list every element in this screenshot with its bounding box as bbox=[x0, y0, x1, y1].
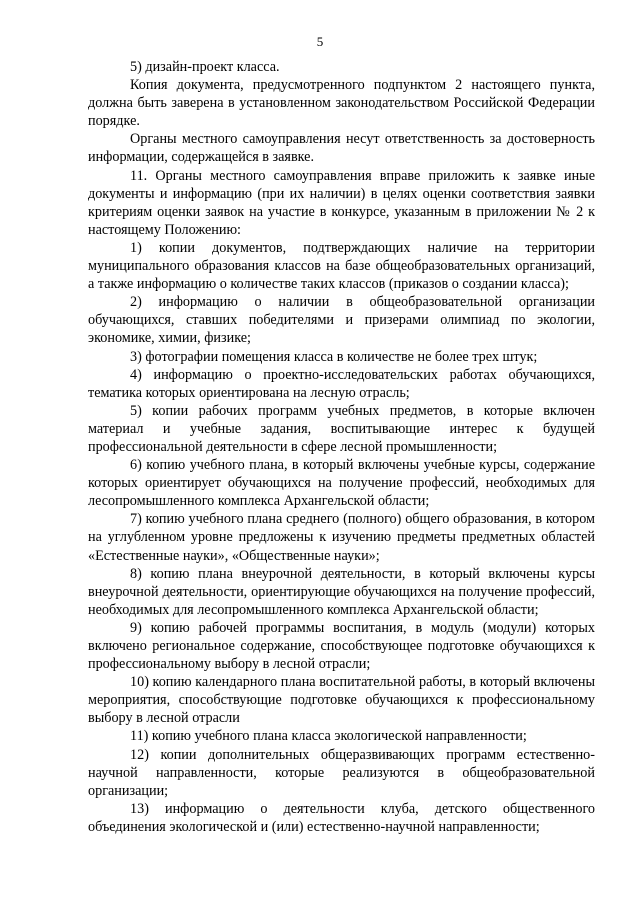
list-item: 12) копии дополнительных общеразвивающих программ естественно-научной направленности, которые реализуются в общеобразовательной организации; bbox=[88, 746, 595, 799]
paragraph: Копия документа, предусмотренного подпунктом 2 настоящего пункта, должна быть заверена в установленном законодательством Российской Федерации порядке. bbox=[88, 77, 595, 130]
page-number: 5 bbox=[316, 34, 324, 49]
list-item: 2) информацию о наличии в общеобразовательной организации обучающихся, ставших победителями и призерами олимпиад по экологии, экономике, химии, физике; bbox=[88, 294, 595, 347]
paragraph: 5) дизайн-проект класса. bbox=[130, 59, 280, 75]
paragraph: Органы местного самоуправления несут ответственность за достоверность информации, содержащейся в заявке. bbox=[88, 131, 595, 166]
paragraph: 11. Органы местного самоуправления вправе приложить к заявке иные документы и информацию (при их наличии) в целях оценки соответствия заявки критериям оценки заявок на участие в конкурсе, указанным в приложении № 2 к настоящему Положению: bbox=[88, 167, 595, 238]
list-item: 5) копии рабочих программ учебных предметов, в которые включен материал и учебные задания, воспитывающие интерес к будущей профессиональной деятельности в сфере лесной промышленности; bbox=[88, 402, 595, 455]
list-item: 6) копию учебного плана, в который включены учебные курсы, содержание которых ориентирует обучающихся на получение профессий, необходимых для лесопромышленного комплекса Архангельской области; bbox=[88, 457, 595, 510]
document-body bbox=[88, 58, 595, 836]
list-item: 9) копию рабочей программы воспитания, в модуль (модули) которых включено региональное содержание, способствующее подготовке обучающихся к профессиональному выбору в лесной отрасли; bbox=[88, 619, 595, 673]
list-item: 7) копию учебного плана среднего (полного) общего образования, в котором на углубленном уровне предложены к изучению предметы предметных областей «Естественные науки», «Общественные науки»; bbox=[88, 511, 595, 564]
list-item: 1) копии документов, подтверждающих наличие на территории муниципального образования классов на базе общеобразовательных организаций, а также информацию о количестве таких классов (приказов о создании класса); bbox=[88, 239, 595, 293]
list-item: 8) копию плана внеурочной деятельности, в который включены курсы внеурочной деятельности, ориентирующие обучающихся на получение профессий, необходимых для лесопромышленного комплекса Архангельской области; bbox=[88, 565, 595, 618]
list-item: 4) информацию о проектно-исследовательских работах обучающихся, тематика которых ориентирована на лесную отрасль; bbox=[88, 366, 595, 401]
list-item: 11) копию учебного плана класса экологической направленности; bbox=[130, 728, 527, 745]
list-item: 3) фотографии помещения класса в количестве не более трех штук; bbox=[130, 348, 538, 365]
list-item: 10) копию календарного плана воспитательной работы, в который включены мероприятия, способствующие подготовке обучающихся к профессиональному выбору в лесной отрасли bbox=[88, 674, 595, 727]
list-item: 13) информацию о деятельности клуба, детского общественного объединения экологической и (или) естественно-научной направленности; bbox=[88, 800, 595, 835]
